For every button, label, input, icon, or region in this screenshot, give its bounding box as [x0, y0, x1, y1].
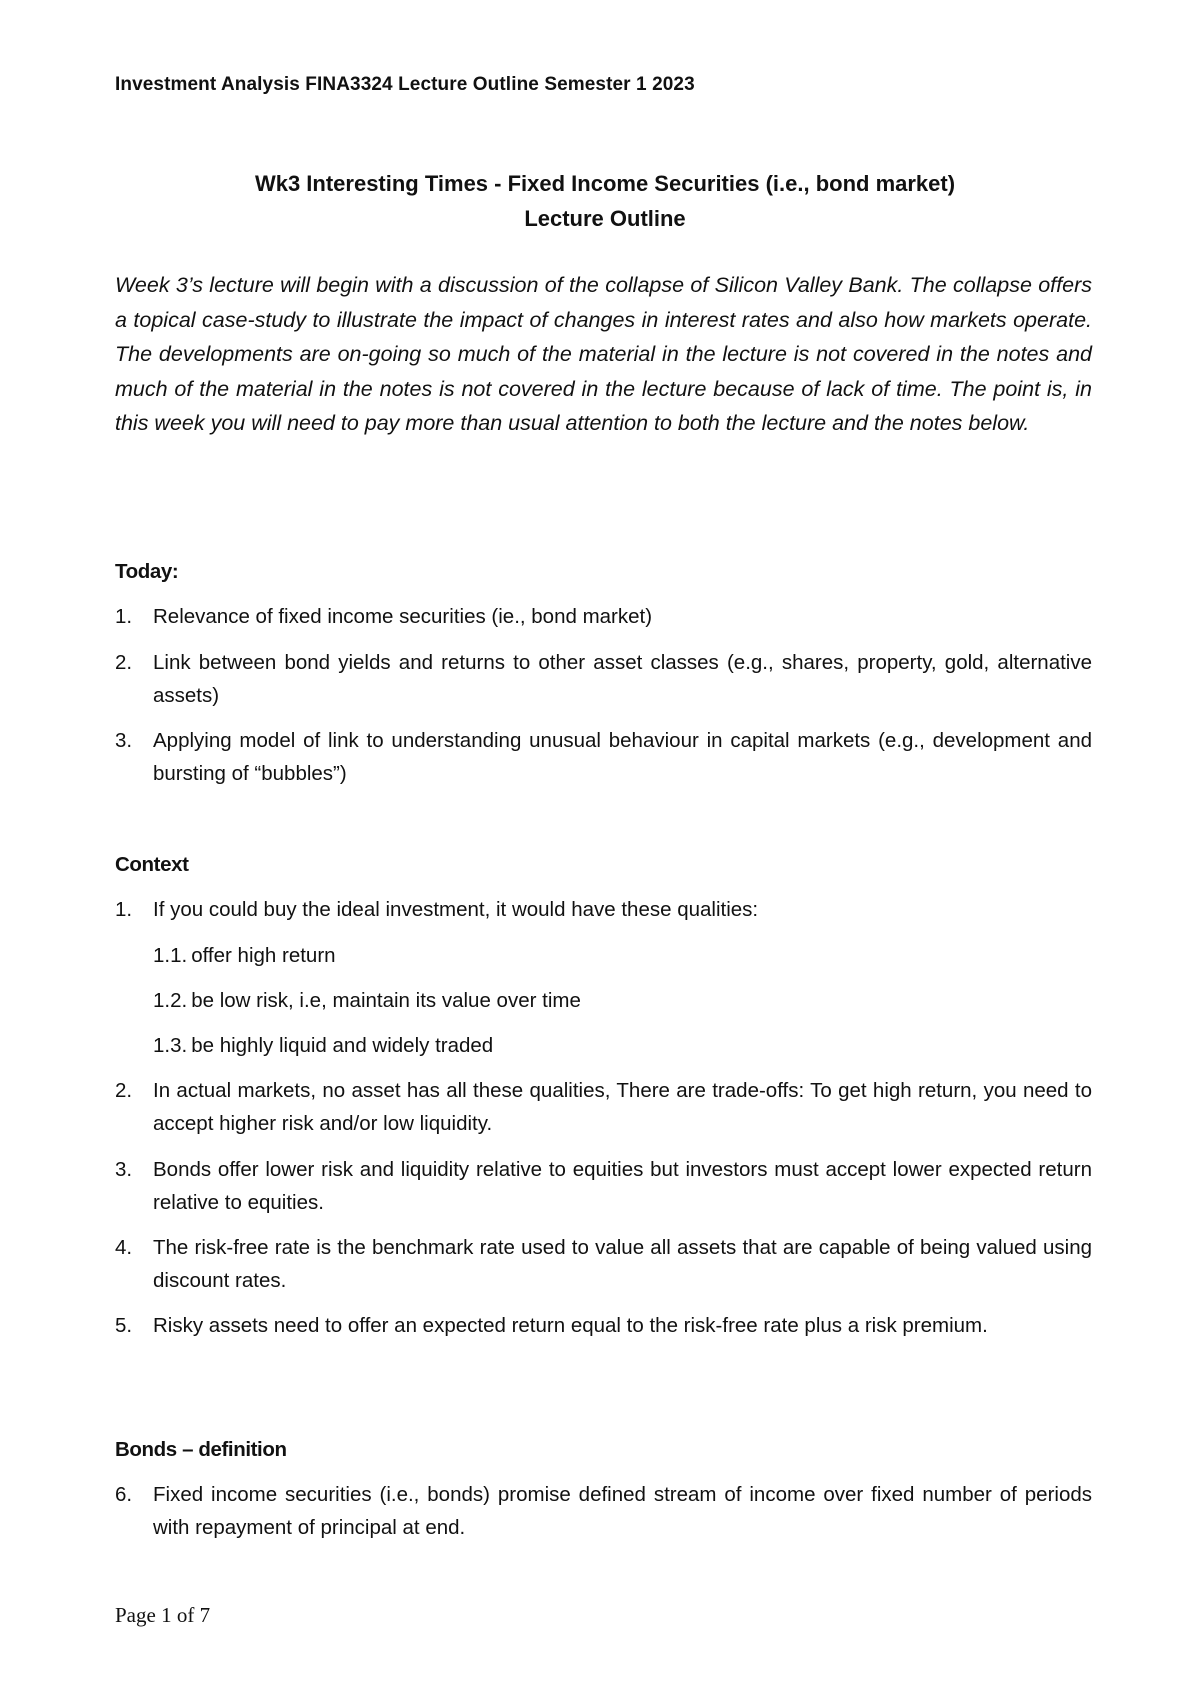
list-item — [115, 1232, 1092, 1297]
list-text: In actual markets, no asset has all these qualities, There are trade-offs: To get high return, you need to accept higher risk and/or low liquidity. — [153, 1079, 1092, 1135]
list-text: Bonds offer lower risk and liquidity relative to equities but investors must accept lower expected return relative to equities. — [153, 1158, 1092, 1214]
running-header: Investment Analysis FINA3324 Lecture Outline Semester 1 2023 — [115, 74, 695, 95]
list-text: Applying model of link to understanding unusual behaviour in capital markets (e.g., development and bursting of “bubbles”) — [153, 729, 1092, 785]
list-item — [115, 725, 1092, 790]
list-number: 2. — [115, 1079, 133, 1102]
section-heading-today: Today: — [115, 560, 179, 583]
list-number: 5. — [115, 1314, 133, 1337]
document-title — [115, 166, 1095, 236]
list-text: Fixed income securities (i.e., bonds) promise defined stream of income over fixed number of periods with repayment of principal at end. — [153, 1483, 1092, 1539]
list-number: 3. — [115, 729, 133, 752]
list-number: 6. — [115, 1483, 133, 1506]
list-item — [115, 894, 1092, 927]
section-heading-bonds: Bonds – definition — [115, 1438, 287, 1461]
sub-list-number: 1.3. — [153, 1034, 188, 1057]
list-number: 1. — [115, 898, 133, 921]
sub-list-number: 1.1. — [153, 944, 188, 967]
list-text: If you could buy the ideal investment, it would have these qualities: — [153, 898, 759, 921]
section-heading-context: Context — [115, 853, 189, 876]
list-item — [115, 1310, 1092, 1343]
sub-list-text: offer high return — [191, 944, 336, 967]
sub-list-text: be low risk, i.e, maintain its value over time — [191, 989, 581, 1012]
intro-paragraph: Week 3’s lecture will begin with a discussion of the collapse of Silicon Valley Bank. The collapse offers a topical case-study to illustrate the impact of changes in interest rates and also how markets operate. The developments are on-going so much of the material in the lecture is not covered in the notes and much of the material in the notes is not covered in the lecture because of lack of time. The point is, in this week you will need to pay more than usual attention to both the lecture and the notes below. — [115, 273, 1092, 435]
list-text: Relevance of fixed income securities (ie., bond market) — [153, 605, 653, 628]
list-text: Link between bond yields and returns to other asset classes (e.g., shares, property, gold, alternative assets) — [153, 651, 1092, 707]
list-number: 2. — [115, 651, 133, 674]
sub-list-text: be highly liquid and widely traded — [191, 1034, 494, 1057]
sub-list-item — [153, 1030, 493, 1063]
list-item — [115, 1075, 1092, 1140]
list-number: 1. — [115, 605, 133, 628]
list-text: The risk-free rate is the benchmark rate used to value all assets that are capable of being valued using discount rates. — [153, 1236, 1092, 1292]
sub-list-number: 1.2. — [153, 989, 188, 1012]
list-item — [115, 647, 1092, 712]
list-number: 4. — [115, 1236, 133, 1259]
list-item — [115, 1154, 1092, 1219]
sub-list-item — [153, 940, 336, 973]
list-text: Risky assets need to offer an expected return equal to the risk-free rate plus a risk premium. — [153, 1314, 988, 1337]
sub-list-item — [153, 985, 581, 1018]
title-line-2: Lecture Outline — [524, 206, 686, 231]
list-item — [115, 1479, 1092, 1544]
page-number: Page 1 of 7 — [115, 1603, 211, 1627]
list-number: 3. — [115, 1158, 133, 1181]
list-item — [115, 601, 1092, 634]
title-line-1: Wk3 Interesting Times - Fixed Income Securities (i.e., bond market) — [254, 171, 956, 196]
